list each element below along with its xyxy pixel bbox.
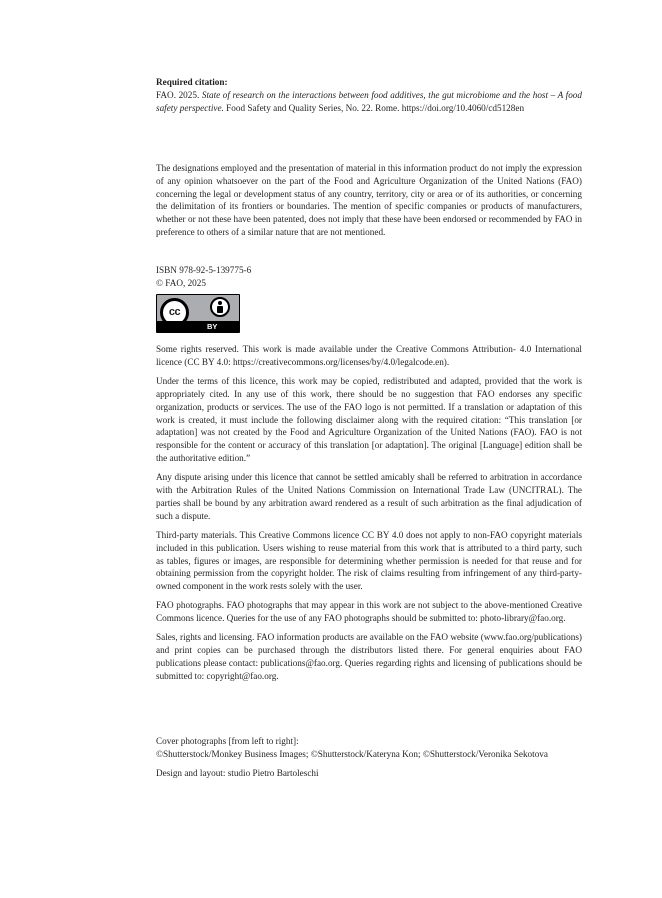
cover-credits-block [156,735,582,780]
designations-block [156,162,582,239]
citation-block [156,76,582,115]
design-layout-credit: Design and layout: studio Pietro Bartoleschi [156,767,319,778]
copyright-page [156,76,582,779]
rights-reserved-paragraph: Some rights reserved. This work is made available under the Creative Commons Attribution- 4.0 International licence (CC BY 4.0: https://creativecommons.org/licenses/by/4.0/legalcode.en). [156,343,582,367]
cc-logo-icon: cc [160,298,189,327]
cover-photo-credits: ©Shutterstock/Monkey Business Images; ©Shutterstock/Kateryna Kon; ©Shutterstock/Veronika Sekotova [156,748,548,759]
sales-rights-paragraph: Sales, rights and licensing. FAO information products are available on the FAO website (www.fao.org/publications) and print copies can be purchased through the distributors listed there. For general enquiries about FAO publications please contact: publications@fao.org. Queries regarding rights and licensing of publications should be submitted to: copyright@fao.org. [156,632,582,681]
licence-terms-paragraph: Under the terms of this licence, this work may be copied, redistributed and adapted, provided that the work is appropriately cited. In any use of this work, there should be no suggestion that FAO endorses any specific organization, products or services. The use of the FAO logo is not permitted. If a translation or adaptation of this work is created, it must include the following disclaimer along with the required citation: “This translation [or adaptation] was not created by the Food and Agriculture Organization of the United Nations (FAO). FAO is not responsible for the content or accuracy of this translation [or adaptation]. The original [Language] edition shall be the authoritative edition.” [156,375,582,464]
designations-disclaimer: The designations employed and the presentation of material in this information product do not imply the expression of any opinion whatsoever on the part of the Food and Agriculture Organization of the United Nations (FAO) concerning the legal or development status of any country, territory, city or area or of its authorities, or concerning the delimitation of its frontiers or boundaries. The mention of specific companies or products of manufacturers, whether or not these have been patented, does not imply that these have been endorsed or recommended by FAO in preference to others of a similar nature that are not mentioned. [156,162,582,238]
citation-heading: Required citation: [156,77,228,87]
cc-by-label: BY [207,321,218,331]
citation-suffix: Food Safety and Quality Series, No. 22. Rome. https://doi.org/10.4060/cd5128en [223,102,525,113]
isbn-block [156,264,582,333]
cover-photographs-heading: Cover photographs [from left to right]: [156,735,299,746]
copyright-line: © FAO, 2025 [156,278,206,289]
attribution-person-icon [210,297,230,317]
dispute-paragraph: Any dispute arising under this licence that cannot be settled amicably shall be referred to arbitration in accordance with the Arbitration Rules of the United Nations Commission on International Trade Law (UNCITRAL). The parties shall be bound by any arbitration award rendered as a result of such arbitration as the final adjudication of such a dispute. [156,472,582,521]
citation-prefix: FAO. 2025. [156,89,202,100]
citation-title: State of research on the interactions between food additives, the gut microbiome and the host – A food safety perspective. [156,89,582,113]
isbn-number: ISBN 978-92-5-139775-6 [156,265,252,276]
fao-photographs-paragraph: FAO photographs. FAO photographs that may appear in this work are not subject to the above-mentioned Creative Commons licence. Queries for the use of any FAO photographs should be submitted to: photo-library@fao.org. [156,600,582,624]
creative-commons-by-icon [156,294,240,333]
third-party-paragraph: Third-party materials. This Creative Commons licence CC BY 4.0 does not apply to non-FAO copyright materials included in this publication. Users wishing to reuse material from this work that is attributed to a third party, such as tables, figures or images, are responsible for determining whether permission is needed for that reuse and for obtaining permission from the copyright holder. The risk of claims resulting from infringement of any third-party-owned component in the work rests solely with the user. [156,529,582,592]
rights-block [156,343,582,683]
citation-text [156,89,582,115]
